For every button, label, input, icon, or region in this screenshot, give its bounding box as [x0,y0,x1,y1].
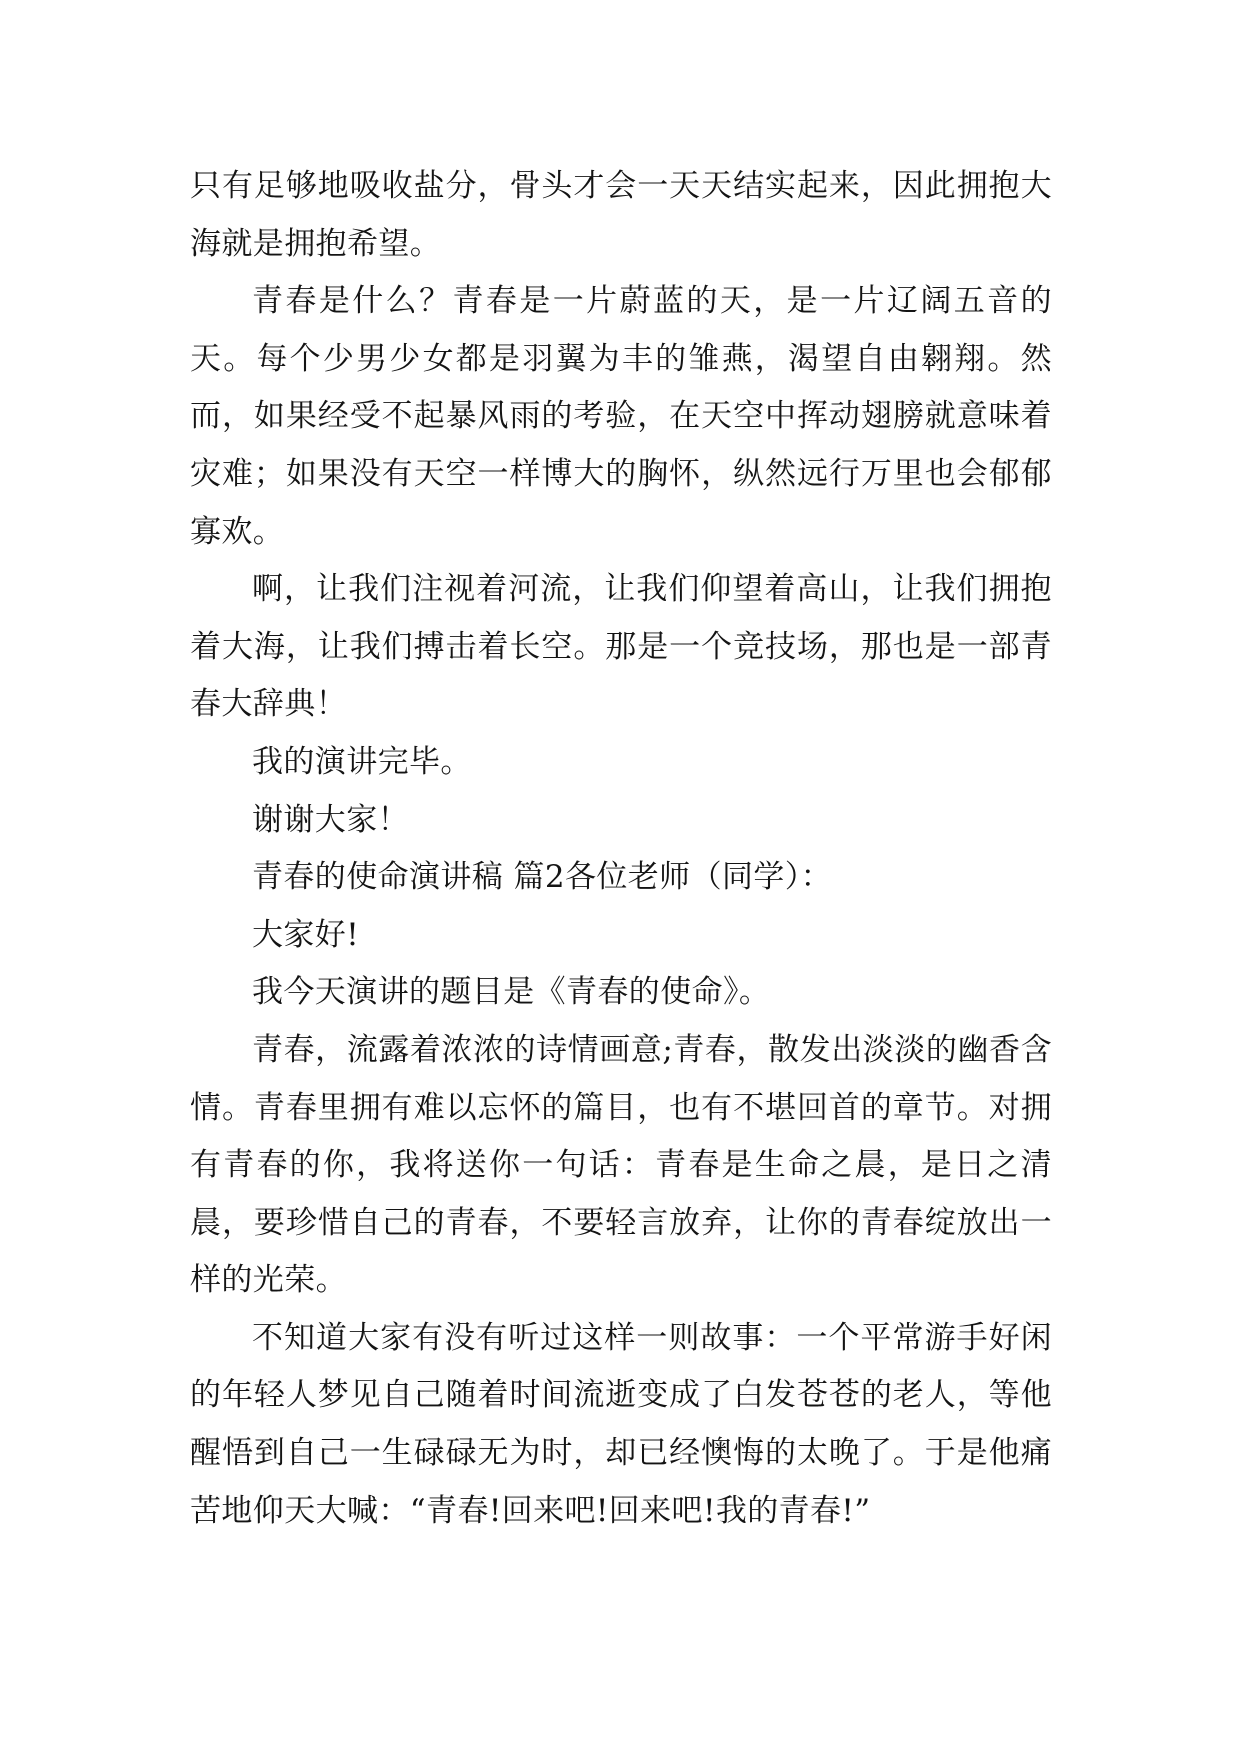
paragraph-rivers-mountains: 啊，让我们注视着河流，让我们仰望着高山，让我们拥抱着大海，让我们搏击着长空。那是一个竞技场，那也是一部青春大辞典！ [190,571,1052,723]
document-body [190,158,1052,1540]
paragraph-greeting: 大家好! [252,916,360,953]
paragraph-salt-bones: 只有足够地吸收盐分，骨头才会一天天结实起来，因此拥抱大海就是拥抱希望。 [190,168,1052,262]
paragraph-speech-2-heading: 青春的使命演讲稿 篇2各位老师（同学）： [252,859,833,896]
paragraph-speech-finished: 我的演讲完毕。 [252,743,472,780]
paragraph-what-is-youth: 青春是什么？青春是一片蔚蓝的天，是一片辽阔五音的天。每个少男少女都是羽翼为丰的雏燕，渴望自由翱翔。然而，如果经受不起暴风雨的考验，在天空中挥动翅膀就意味着灾难；如果没有天空一样博大的胸怀，纵然远行万里也会郁郁寡欢。 [190,283,1052,550]
paragraph-story: 不知道大家有没有听过这样一则故事：一个平常游手好闲的年轻人梦见自己随着时间流逝变成了白发苍苍的老人，等他醒悟到自己一生碌碌无为时，却已经懊悔的太晚了。于是他痛苦地仰天大喊：“青春!回来吧!回来吧!我的青春!” [190,1319,1052,1529]
paragraph-speech-topic: 我今天演讲的题目是《青春的使命》。 [252,974,771,1011]
paragraph-youth-poetry: 青春，流露着浓浓的诗情画意;青春，散发出淡淡的幽香含情。青春里拥有难以忘怀的篇目，也有不堪回首的章节。对拥有青春的你，我将送你一句话：青春是生命之晨，是日之清晨，要珍惜自己的青春，不要轻言放弃，让你的青春绽放出一样的光荣。 [190,1031,1052,1299]
paragraph-thanks: 谢谢大家！ [252,801,409,838]
